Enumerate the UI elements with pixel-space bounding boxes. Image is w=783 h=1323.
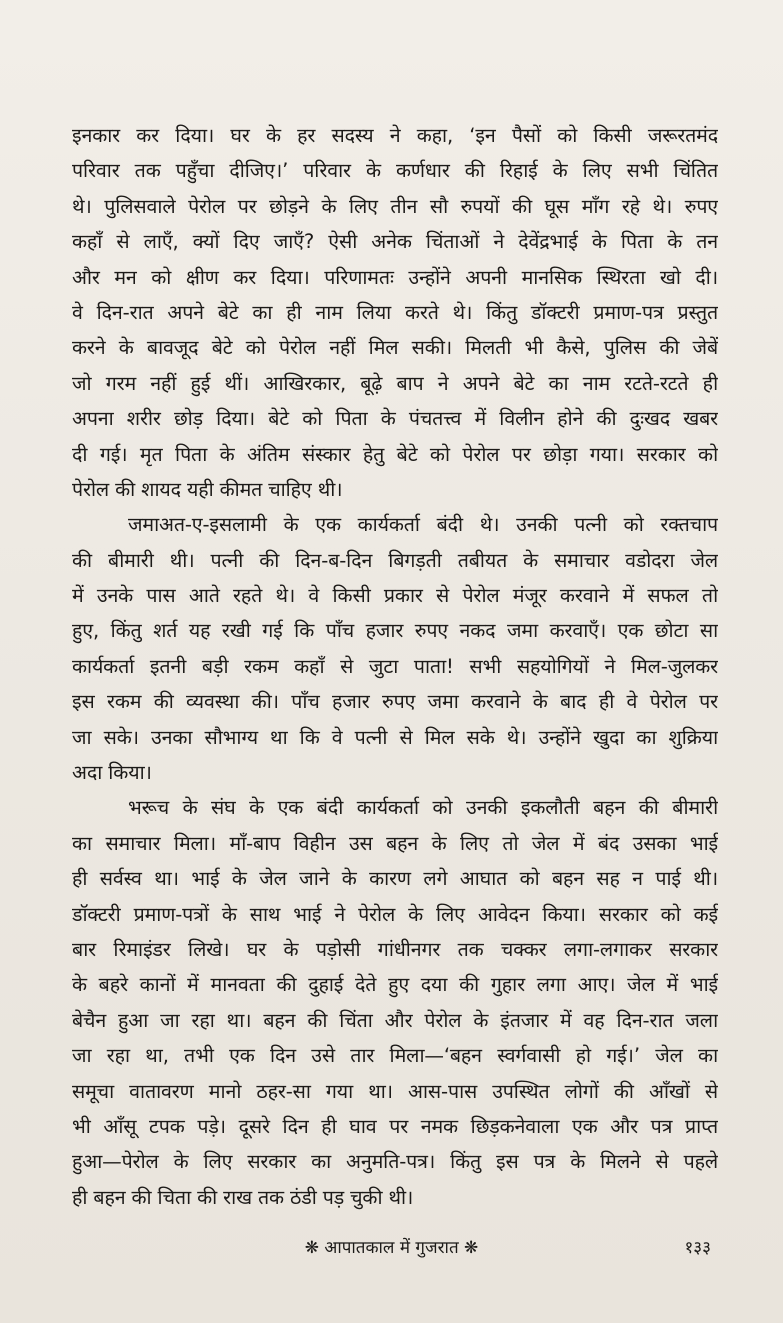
text-line: की बीमारी थी। पत्नी की दिन-ब-दिन बिगड़ती तबीयत के समाचार वडोदरा जेल — [72, 548, 718, 572]
text-line: कहाँ से लाएँ, क्यों दिए जाएँ? ऐसी अनेक चिंताओं ने देवेंद्रभाई के पिता के तन — [72, 230, 718, 254]
text-line: बार रिमाइंडर लिखे। घर के पड़ोसी गांधीनगर तक चक्कर लगा-लगाकर सरकार — [72, 937, 718, 961]
text-line: वे दिन-रात अपने बेटे का ही नाम लिया करते थे। किंतु डॉक्टरी प्रमाण-पत्र प्रस्तुत — [72, 300, 718, 324]
text-line: ही सर्वस्व था। भाई के जेल जाने के कारण लगे आघात को बहन सह न पाई थी। — [72, 867, 718, 891]
paragraph — [72, 507, 718, 790]
text-line: समूचा वातावरण मानो ठहर-सा गया था। आस-पास उपस्थित लोगों की आँखों से — [72, 1079, 718, 1103]
paragraph — [72, 790, 718, 1215]
text-line: अदा किया। — [72, 761, 152, 785]
text-line: दी गई। मृत पिता के अंतिम संस्कार हेतु बेटे को पेरोल पर छोड़ा गया। सरकार को — [72, 442, 718, 466]
text-line: भरूच के संघ के एक बंदी कार्यकर्ता को उनकी इकलौती बहन की बीमारी — [128, 796, 718, 820]
text-line: कार्यकर्ता इतनी बड़ी रकम कहाँ से जुटा पाता! सभी सहयोगियों ने मिल-जुलकर — [72, 654, 718, 678]
text-line: ही बहन की चिता की राख तक ठंडी पड़ चुकी थी। — [72, 1185, 414, 1209]
paragraph — [72, 118, 718, 507]
text-line: जमाअत-ए-इसलामी के एक कार्यकर्ता बंदी थे। उनकी पत्नी को रक्तचाप — [128, 513, 718, 537]
text-line: डॉक्टरी प्रमाण-पत्रों के साथ भाई ने पेरोल के लिए आवेदन किया। सरकार को कई — [72, 902, 718, 926]
text-line: भी आँसू टपक पड़े। दूसरे दिन ही घाव पर नमक छिड़कनेवाला एक और पत्र प्राप्त — [72, 1114, 718, 1138]
text-line: और मन को क्षीण कर दिया। परिणामतः उन्होंने अपनी मानसिक स्थिरता खो दी। — [72, 265, 718, 289]
text-line: जा रहा था, तभी एक दिन उसे तार मिला—‘बहन स्वर्गवासी हो गई।’ जेल का — [72, 1044, 718, 1068]
text-line: परिवार तक पहुँचा दीजिए।’ परिवार के कर्णधार की रिहाई के लिए सभी चिंतित — [72, 159, 718, 183]
text-line: इनकार कर दिया। घर के हर सदस्य ने कहा, ‘इन पैसों को किसी जरूरतमंद — [72, 124, 718, 147]
page-number: १३३ — [684, 1238, 711, 1258]
text-line: इस रकम की व्यवस्था की। पाँच हजार रुपए जमा करवाने के बाद ही वे पेरोल पर — [72, 690, 718, 714]
running-title: ❋ आपातकाल में गुजरात ❋ — [304, 1238, 479, 1258]
text-line: का समाचार मिला। माँ-बाप विहीन उस बहन के लिए तो जेल में बंद उसका भाई — [72, 831, 718, 855]
text-line: पेरोल की शायद यही कीमत चाहिए थी। — [72, 477, 343, 501]
page-footer — [0, 1233, 783, 1263]
text-line: बेचैन हुआ जा रहा था। बहन की चिंता और पेरोल के इंतजार में वह दिन-रात जला — [72, 1008, 718, 1032]
text-line: थे। पुलिसवाले पेरोल पर छोड़ने के लिए तीन सौ रुपयों की घूस माँग रहे थे। रुपए — [72, 194, 718, 218]
text-line: के बहरे कानों में मानवता की दुहाई देते हुए दया की गुहार लगा आए। जेल में भाई — [72, 973, 718, 997]
text-line: जो गरम नहीं हुई थीं। आखिरकार, बूढ़े बाप ने अपने बेटे का नाम रटते-रटते ही — [72, 371, 718, 395]
text-line: हुआ—पेरोल के लिए सरकार का अनुमति-पत्र। किंतु इस पत्र के मिलने से पहले — [72, 1150, 718, 1174]
text-line: जा सके। उनका सौभाग्य था कि वे पत्नी से मिल सके थे। उन्होंने खुदा का शुक्रिया — [72, 725, 718, 749]
text-line: हुए, किंतु शर्त यह रखी गई कि पाँच हजार रुपए नकद जमा करवाएँ। एक छोटा सा — [72, 619, 718, 643]
text-line: में उनके पास आते रहते थे। वे किसी प्रकार से पेरोल मंजूर करवाने में सफल तो — [72, 584, 718, 608]
text-line: करने के बावजूद बेटे को पेरोल नहीं मिल सकी। मिलती भी कैसे, पुलिस की जेबें — [72, 336, 718, 360]
text-line: अपना शरीर छोड़ दिया। बेटे को पिता के पंचतत्त्व में विलीन होने की दुःखद खबर — [72, 407, 718, 431]
body-text — [72, 118, 718, 1215]
